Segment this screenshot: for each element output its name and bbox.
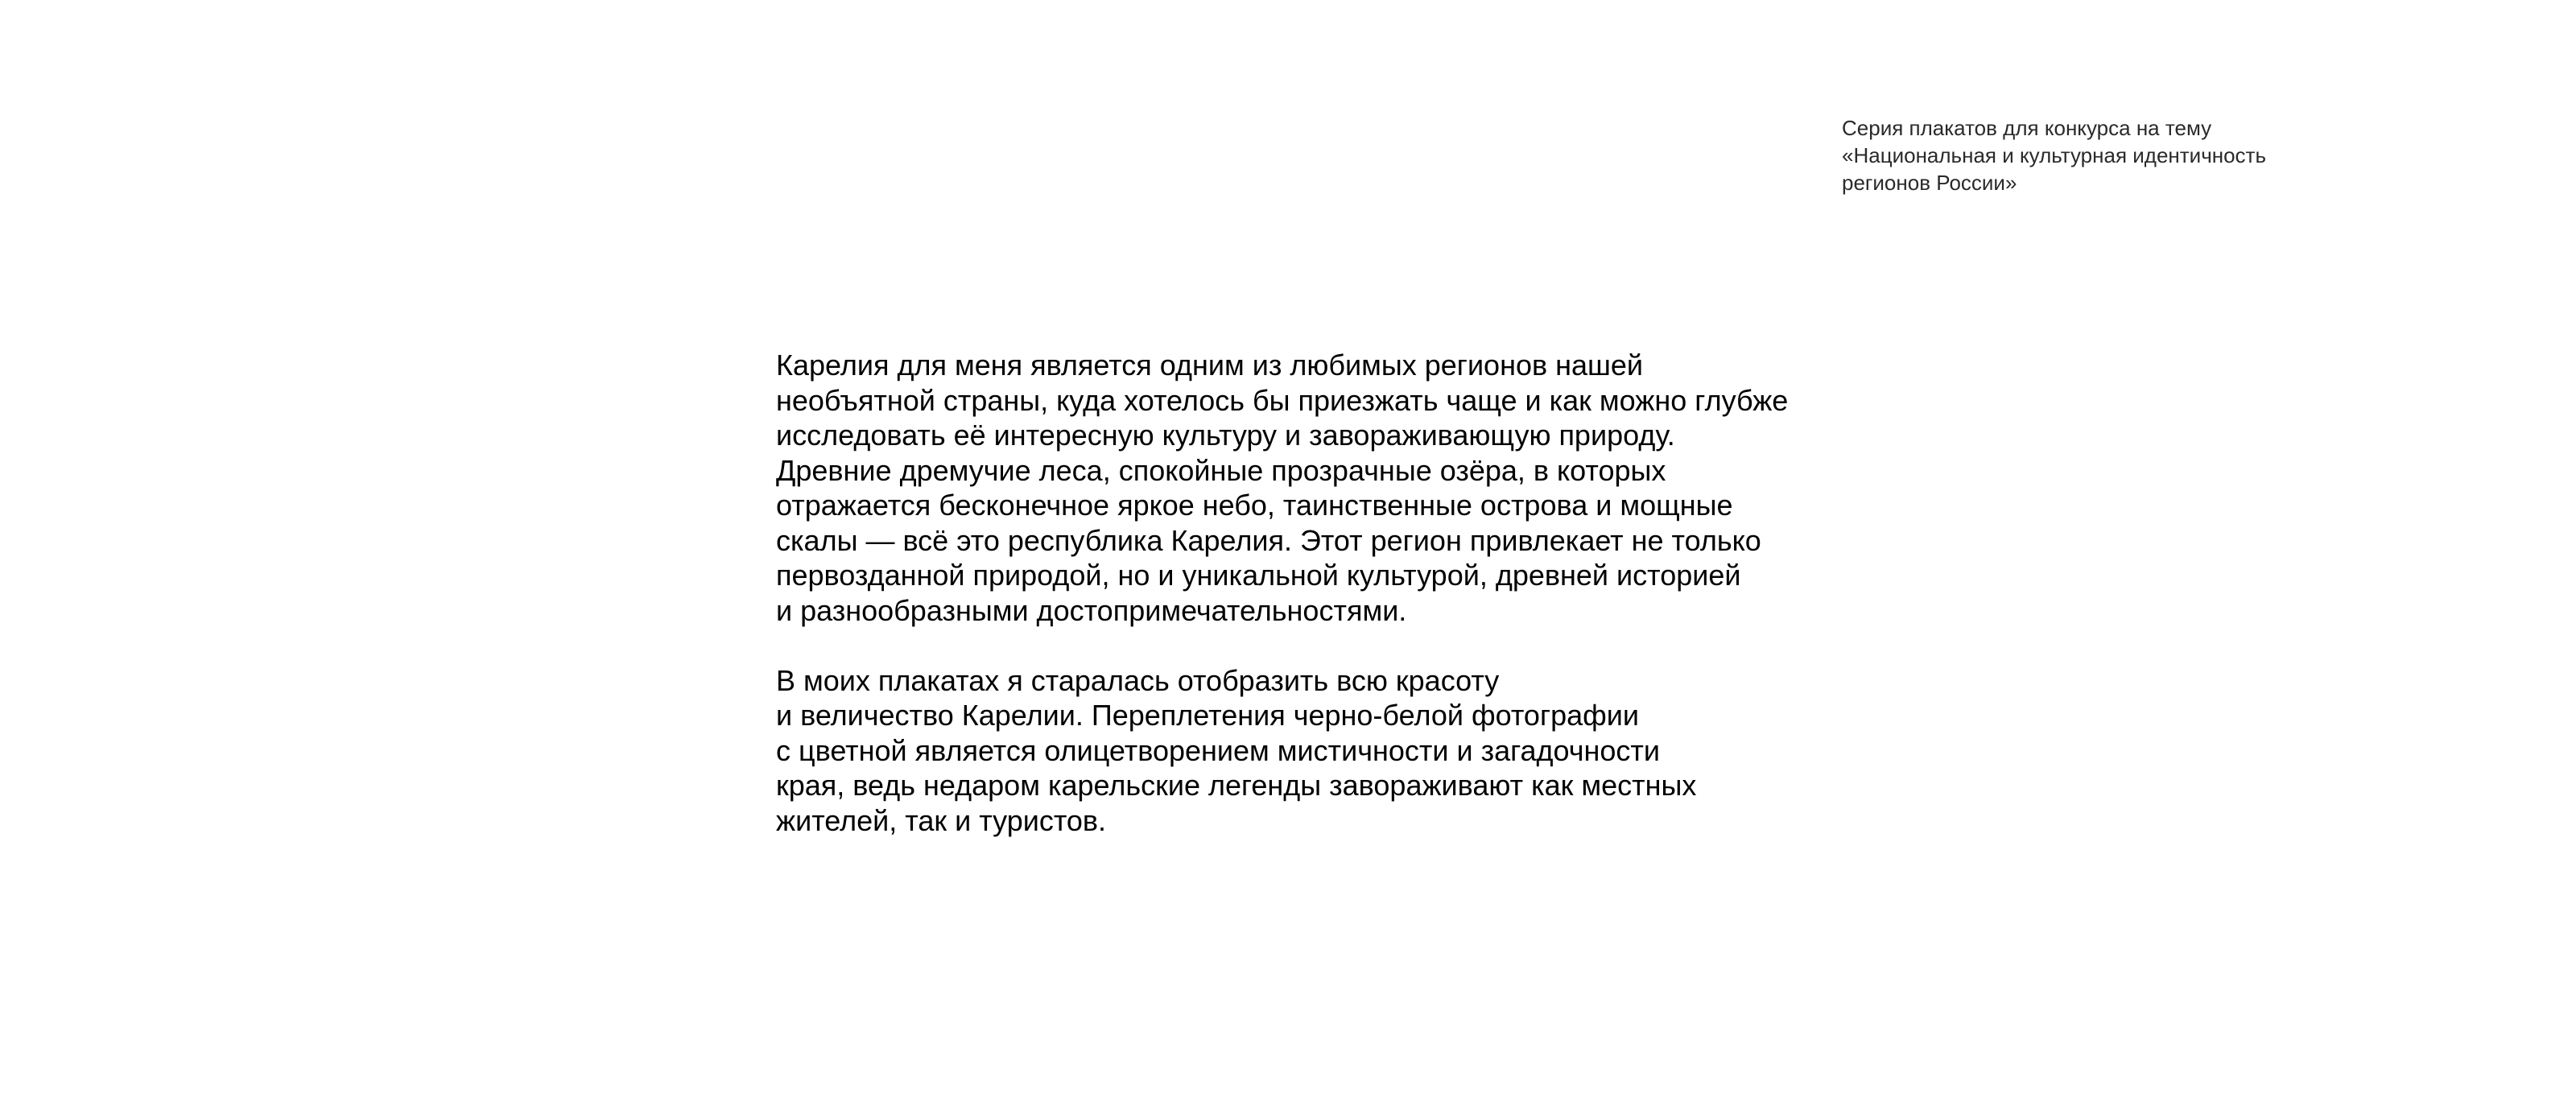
poster-series-caption bbox=[1842, 114, 2405, 196]
description-text bbox=[776, 348, 1839, 838]
paragraph-line: В моих плакатах я старалась отобразить всю красоту bbox=[776, 663, 1500, 697]
caption-line: Серия плакатов для конкурса на тему bbox=[1842, 116, 2212, 140]
paragraph-line: скалы — всё это республика Карелия. Этот регион привлекает не только bbox=[776, 523, 1761, 557]
paragraph-line: с цветной является олицетворением мистичности и загадочности bbox=[776, 733, 1660, 767]
paragraph-line: края, ведь недаром карельские легенды завораживают как местных bbox=[776, 769, 1697, 802]
paragraph-line: Древние дремучие леса, спокойные прозрачные озёра, в которых bbox=[776, 453, 1666, 487]
paragraph-posters-concept bbox=[776, 663, 1839, 839]
paragraph-line: и разнообразными достопримечательностями. bbox=[776, 593, 1407, 627]
caption-line: регионов России» bbox=[1842, 171, 2017, 195]
paragraph-line: жителей, так и туристов. bbox=[776, 803, 1107, 837]
paragraph-line: первозданной природой, но и уникальной культурой, древней историей bbox=[776, 559, 1741, 592]
paragraph-line: Карелия для меня является одним из любимых регионов нашей bbox=[776, 349, 1644, 382]
paragraph-line: отражается бесконечное яркое небо, таинственные острова и мощные bbox=[776, 489, 1733, 522]
paragraph-karelia-intro bbox=[776, 348, 1839, 628]
paragraph-line: исследовать её интересную культуру и завораживающую природу. bbox=[776, 419, 1675, 452]
paragraph-line: и величество Карелии. Переплетения черно-белой фотографии bbox=[776, 699, 1639, 732]
paragraph-line: необъятной страны, куда хотелось бы приезжать чаще и как можно глубже bbox=[776, 383, 1789, 417]
caption-line: «Национальная и культурная идентичность bbox=[1842, 143, 2267, 167]
